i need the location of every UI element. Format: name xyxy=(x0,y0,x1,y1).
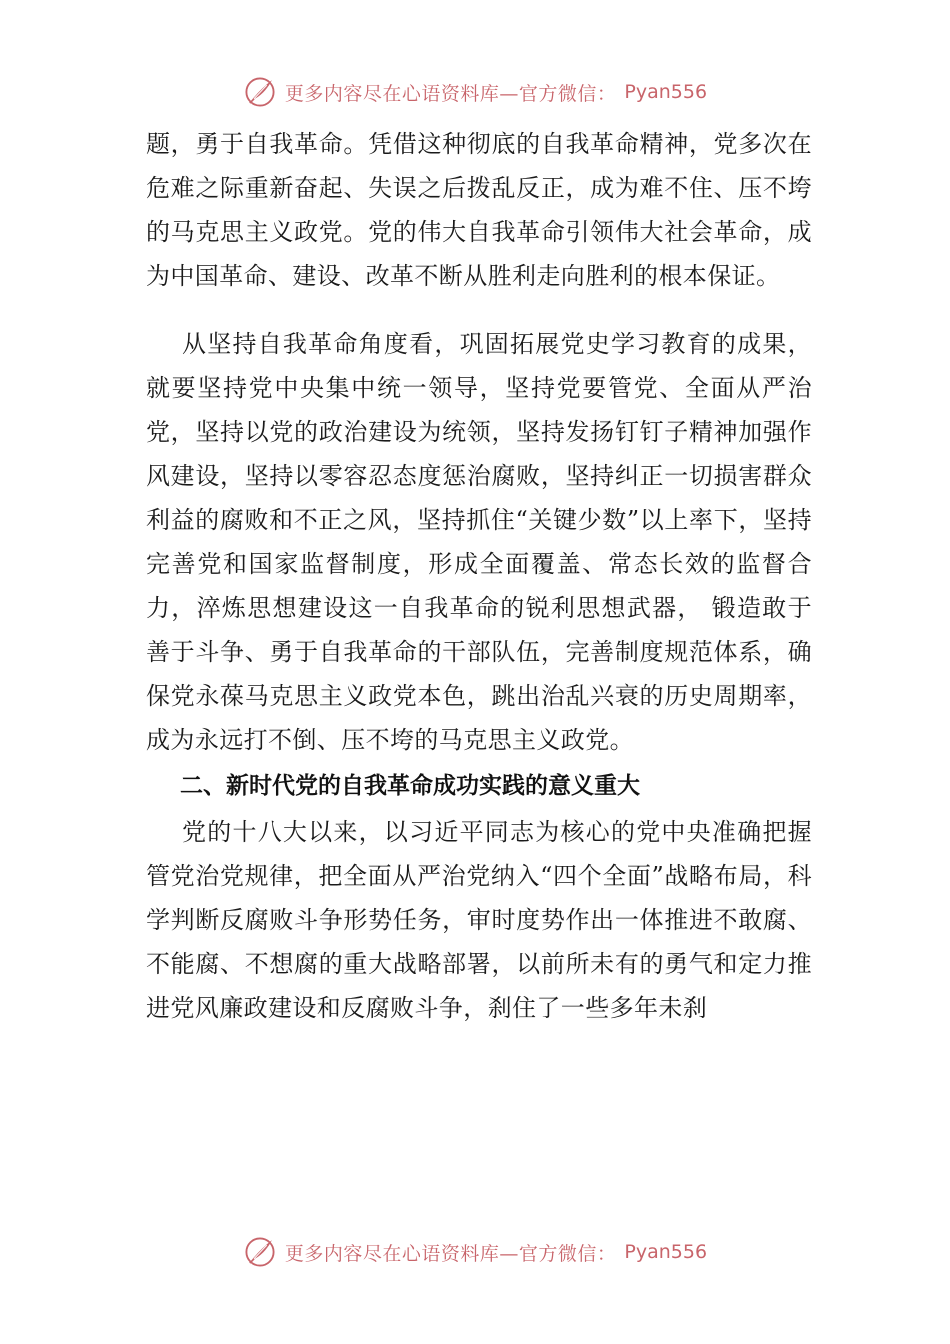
watermark-wechat-id: Pyan556 xyxy=(624,1241,708,1263)
watermark-wechat-id: Pyan556 xyxy=(624,81,708,103)
watermark-text: 更多内容尽在心语资料库—官方微信： xyxy=(284,1242,617,1265)
paragraph-since-18th-congress: 党的十八大以来，以习近平同志为核心的党中央准确把握管党治党规律，把全面从严治党纳入“四个全面”战略布局，科学判断反腐败斗争形势任务，审时度势作出一体推进不敢腐、不能腐、不想腐的重大战略部署，以前所未有的勇气和定力推进党风廉政建设和反腐败斗争，刹住了一些多年未刹 xyxy=(146,818,812,1022)
quill-logo-icon xyxy=(243,75,277,109)
section-heading: 二、新时代党的自我革命成功实践的意义重大 xyxy=(180,773,640,799)
header-watermark xyxy=(0,70,950,114)
quill-logo-icon xyxy=(243,1235,277,1269)
paragraph-self-revolution: 从坚持自我革命角度看，巩固拓展党史学习教育的成果，就要坚持党中央集中统一领导，坚持党要管党、全面从严治党，坚持以党的政治建设为统领，坚持发扬钉钉子精神加强作风建设，坚持以零容忍态度惩治腐败，坚持纠正一切损害群众利益的腐败和不正之风，坚持抓住“关键少数”以上率下，坚持完善党和国家监督制度，形成全面覆盖、常态长效的监督合力，淬炼思想建设这一自我革命的锐利思想武器， 锻造敢于善于斗争、勇于自我革命的干部队伍，完善制度规范体系，确保党永葆马克思主义政党本色，跳出治乱兴衰的历史周期率，成为永远打不倒、压不垮的马克思主义政党。 xyxy=(146,330,812,754)
document-body xyxy=(146,122,812,1030)
footer-watermark xyxy=(0,1230,950,1274)
watermark-text: 更多内容尽在心语资料库—官方微信： xyxy=(284,82,617,105)
paragraph-continuation: 题，勇于自我革命。凭借这种彻底的自我革命精神，党多次在危难之际重新奋起、失误之后拨乱反正，成为难不住、压不垮的马克思主义政党。党的伟大自我革命引领伟大社会革命，成为中国革命、建设、改革不断从胜利走向胜利的根本保证。 xyxy=(146,130,812,290)
